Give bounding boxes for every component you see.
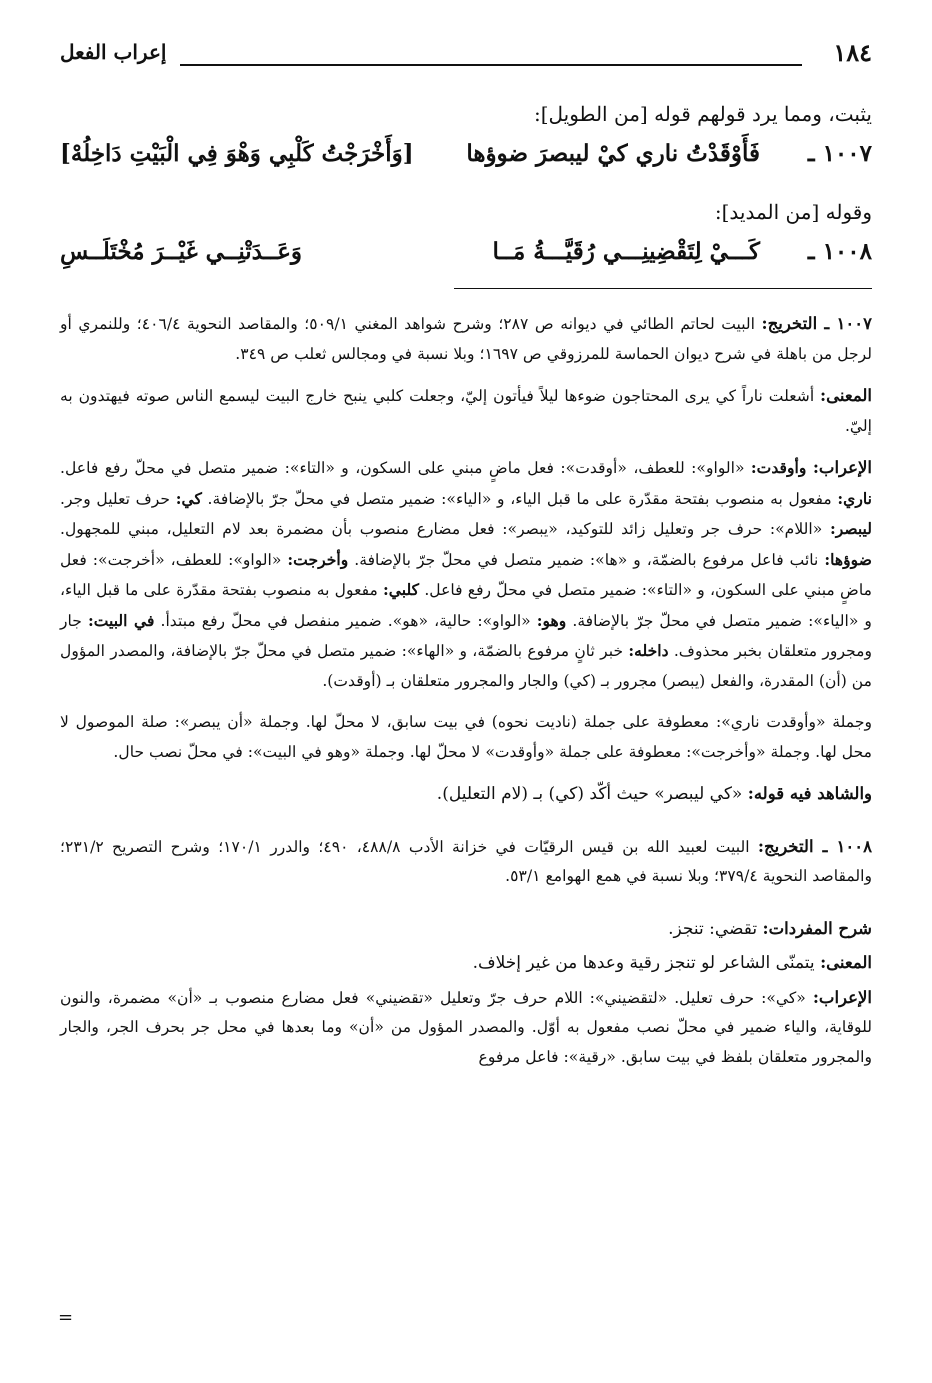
irab-text: «الواو»: حالية، «هو». ضمير منفصل في محلّ رفع مبتدأ. <box>160 611 531 630</box>
irab-text: خبر ثانٍ مرفوع بالضمّة، و «الهاء»: ضمير متصل في محلّ جرّ بالإضافة، والمصدر المؤول من (أن) المقدرة، والفعل (يبصر) مجرور بـ (كي) والجار والمجرور متعلقان بـ (أوقدت). <box>60 642 872 690</box>
verse-hemistich-2: [وَأَخْرَجْتُ كَلْبِي وَهْوَ فِي الْبَيْتِ دَاخِلُهْ] <box>60 140 414 167</box>
irab-text: «اللام»: حرف جر وتعليل زائد للتوكيد، «يبصر»: فعل مضارع منصوب بأن مضمرة بعد لام التعليل، مبني للمجهول. <box>60 520 823 538</box>
irab-keyword: وأخرجت: <box>287 549 349 569</box>
irab-keyword: كي: <box>175 488 202 508</box>
irab-1007 <box>60 453 872 696</box>
irab-text: نائب فاعل مرفوع بالضمّة، و «ها»: ضمير متصل في محلّ جرّ بالإضافة. <box>354 550 819 569</box>
irab-text: «الواو»: للعطف، «أوقدت»: فعل ماضٍ مبني على السكون، و «التاء»: ضمير متصل في محلّ رفع فاعل. <box>60 459 745 477</box>
verse-1007 <box>60 140 872 184</box>
section-label: المعنى: <box>820 386 872 405</box>
book-page <box>60 38 872 1072</box>
chapter-title: إعراب الفعل <box>60 40 167 64</box>
shahid-1007 <box>60 779 872 810</box>
verse-hemistich-2: وَعَــدَتْنِــي غَيْــرَ مُخْتَلَــسِ <box>60 238 303 265</box>
irab-1008 <box>60 983 872 1073</box>
section-label: الإعراب: <box>812 987 872 1007</box>
verse-number: ١٠٠٧ ـ <box>807 140 872 167</box>
irab-text: مفعول به منصوب بفتحة مقدّرة على ما قبل الياء، و «الياء»: ضمير متصل في محلّ جرّ بالإضافة. <box>207 489 832 508</box>
intro-line: يثبت، ومما يرد قولهم قوله [من الطويل]: <box>533 102 872 126</box>
irab-keyword: داخله: <box>628 641 669 660</box>
irab-keyword: ناري: <box>837 488 872 508</box>
intro-line-2: وقوله [من المديد]: <box>714 200 872 224</box>
section-text: «كي»: حرف تعليل. «لتقضيني»: اللام حرف جرّ وتعليل «تقضيني» فعل مضارع منصوب بـ «أن» مضمرة، والنون للوقاية، والياء ضمير في محلّ نصب مفعول به أوّل. والمصدر المؤول من «أن» وما بعدها في محل جر بحرف الجر، والجار والمجرور متعلقان بلفظ في بيت سابق. «رقية»: فاعل مرفوع <box>60 988 872 1066</box>
section-text: أشعلت ناراً كي يرى المحتاجون ضوءها ليلاً فيأتون إليّ، وجعلت كلبي ينبح خارج البيت ليسمع الناس صوته فيهتدون به إليّ. <box>60 387 872 435</box>
section-text: تقضي: تنجز. <box>668 918 758 939</box>
verse-divider <box>454 288 872 289</box>
takhrij-1007 <box>60 309 872 369</box>
page-number: ١٨٤ <box>833 38 872 67</box>
page-header <box>60 38 872 72</box>
jumal-1007: وجملة «وأوقدت ناري»: معطوفة على جملة (ناديت نحوه) في بيت سابق، لا محلّ لها. وجملة «أن يبصر»: صلة الموصول لا محل لها. وجملة «وأخرجت»: معطوفة على جملة «وأوقدت» لا محلّ لها. وجملة «وهو في البيت»: في محلّ نصب حال. <box>60 713 872 761</box>
irab-keyword: في البيت: <box>87 610 155 630</box>
section-label: الإعراب: <box>812 458 872 477</box>
continuation-mark: = <box>58 1307 74 1328</box>
irab-keyword: وهو: <box>536 610 567 630</box>
irab-keyword: ضوؤها: <box>824 549 872 569</box>
header-rule <box>180 64 802 66</box>
maana-1008 <box>60 948 872 979</box>
section-text: البيت لعبيد الله بن قيس الرقيّات في خزانة الأدب ٤٨٨/٨، ٤٩٠؛ والدرر ١٧٠/١؛ وشرح التصريح ٢٣١/٢؛ والمقاصد النحوية ٣٧٩/٤؛ وبلا نسبة في همع الهوامع ٥٣/١. <box>60 837 872 885</box>
takhrij-1008 <box>60 832 872 892</box>
maana-1007 <box>60 381 872 441</box>
section-label: شرح المفردات: <box>762 918 872 938</box>
irab-keyword: كلبي: <box>383 580 420 599</box>
verse-hemistich-1: كَـــيْ لِتَقْضِينِـــي رُقَيَّـــةُ مَــا <box>492 238 760 265</box>
irab-keyword: وأوقدت: <box>750 458 807 477</box>
verse-1008 <box>60 238 872 282</box>
section-text: «كي ليبصر» حيث أكّد (كي) بـ (لام التعليل). <box>436 784 743 804</box>
section-text: يتمنّى الشاعر لو تنجز رقية وعدها من غير إخلاف. <box>472 953 815 973</box>
irab-text: جار ومجرور متعلقان بخبر محذوف. <box>60 611 873 660</box>
section-label: والشاهد فيه قوله: <box>747 784 872 803</box>
verse-number: ١٠٠٨ ـ <box>807 238 872 265</box>
section-text: البيت لحاتم الطائي في ديوانه ص ٢٨٧؛ وشرح شواهد المغني ٥٠٩/١؛ والمقاصد النحوية ٤٠٦/٤؛ وللنمري أو لرجل من باهلة في شرح ديوان الحماسة للمرزوقي ص ١٦٩٧؛ وبلا نسبة في ومجالس ثعلب ص ٣٤٩. <box>60 315 872 363</box>
irab-text: مفعول به منصوب بفتحة مقدّرة على ما قبل الياء، و «الياء»: ضمير متصل في محلّ جرّ بالإضافة. <box>60 581 872 630</box>
section-label: ١٠٠٨ ـ التخريج: <box>757 836 872 856</box>
section-label: المعنى: <box>820 953 872 972</box>
irab-text: «الواو»: للعطف، «أخرجت»: فعل ماضٍ مبني على السكون، و «التاء»: ضمير متصل في محلّ رفع فاعل. <box>60 550 872 599</box>
verse-hemistich-1: فَأَوْقَدْتُ ناري كيْ ليبصرَ ضوؤها <box>466 140 760 167</box>
mufradat-1008 <box>60 914 872 945</box>
irab-text: حرف تعليل وجر. <box>60 489 171 508</box>
irab-keyword: ليبصر: <box>829 519 872 538</box>
section-label: ١٠٠٧ ـ التخريج: <box>761 314 872 333</box>
